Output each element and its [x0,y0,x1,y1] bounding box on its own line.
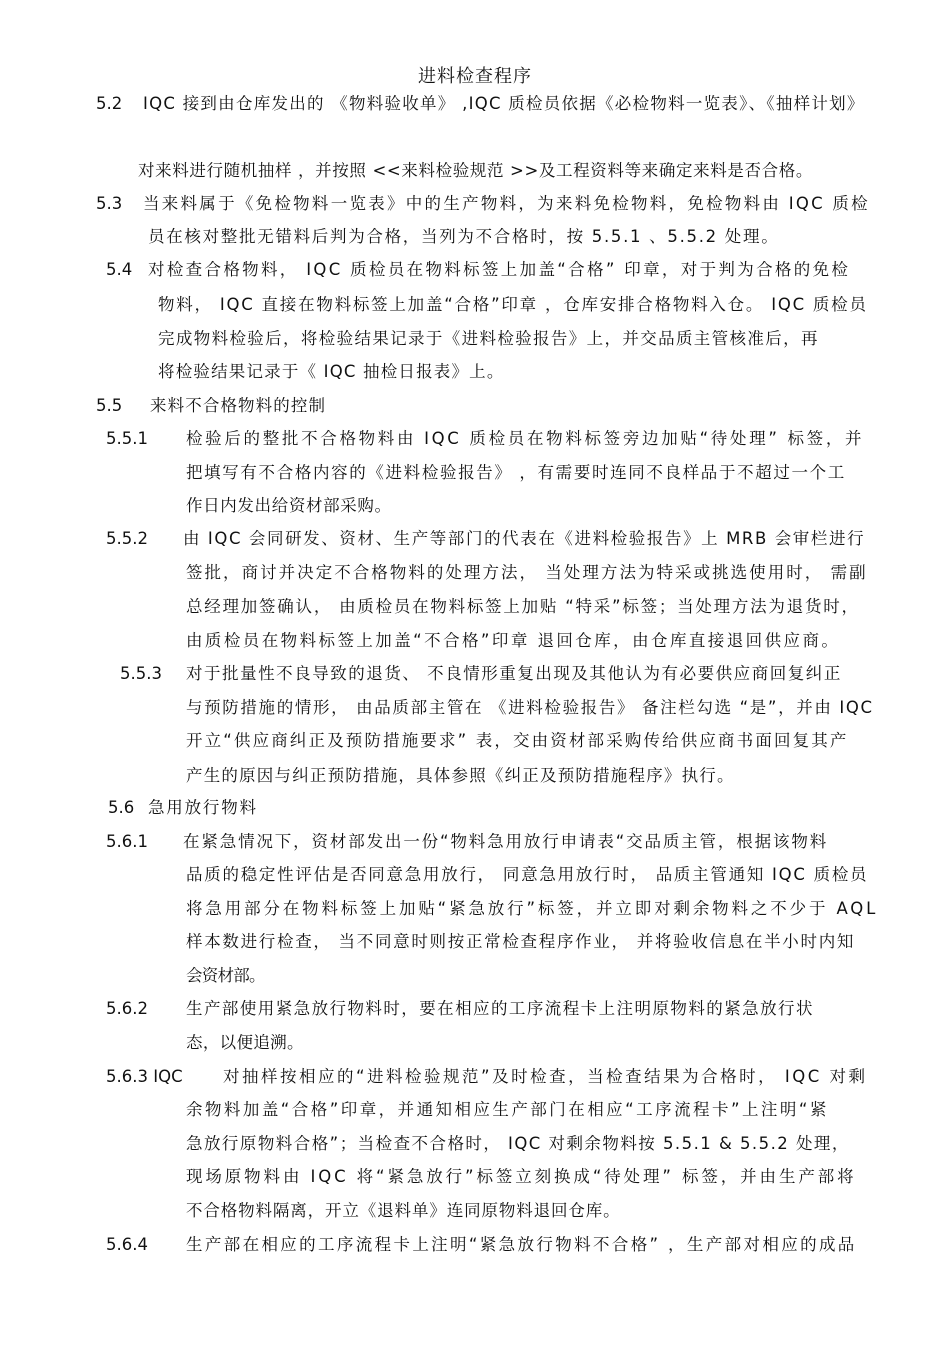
section-number: 5.6.2 [106,999,148,1018]
paragraph-line: 产生的原因与纠正预防措施，具体参照《纠正及预防措施程序》执行。 [186,766,735,785]
section-number: 5.5.3 [120,664,162,683]
paragraph-line: 样本数进行检查， 当不同意时则按正常检查程序作业， 并将验收信息在半小时内知 [186,932,856,951]
paragraph-line: 对抽样按相应的“进料检验规范”及时检查，当检查结果为合格时， IQC 对剩 [223,1067,868,1086]
paragraph-line: 急用放行物料 [148,798,258,817]
paragraph-line: 把填写有不合格内容的《进料检验报告》 ，有需要时连同不良样品于不超过一个工 [186,463,846,482]
paragraph-line: 会资材部。 [186,966,265,985]
paragraph-line: 员在核对整批无错料后判为合格，当列为不合格时，按 5.5.1 、5.5.2 处理。 [148,227,780,246]
paragraph-line: 品质的稳定性评估是否同意急用放行， 同意急用放行时， 品质主管通知 IQC 质检员 [186,865,869,884]
paragraph-line: 现场原物料由 IQC 将“紧急放行”标签立刻换成“待处理” 标签，并由生产部将 [186,1167,857,1186]
section-number: 5.6.4 [106,1235,148,1254]
section-number: 5.6.3 IQC [106,1067,183,1086]
paragraph-line: 将急用部分在物料标签上加贴“紧急放行”标签，并立即对剩余物料之不少于 AQL [186,899,879,918]
section-number: 5.5.2 [106,529,148,548]
paragraph-line: 签批，商讨并决定不合格物料的处理方法， 当处理方法为特采或挑选使用时， 需副 [186,563,868,582]
paragraph-line: 检验后的整批不合格物料由 IQC 质检员在物料标签旁边加贴“待处理” 标签，并 [186,429,865,448]
paragraph-line: 物料， IQC 直接在物料标签上加盖“合格”印章 ，仓库安排合格物料入仓。 IQC 质检员 [158,295,868,314]
paragraph-line: 将检验结果记录于《 IQC 抽检日报表》上。 [158,362,505,381]
paragraph-line: 当来料属于《免检物料一览表》中的生产物料，为来料免检物料，免检物料由 IQC 质检 [143,194,870,213]
section-number: 5.6 [108,798,135,817]
paragraph-line: IQC 接到由仓库发出的 《物料验收单》 ,IQC 质检员依据《必检物料一览表》、《抽样计划》 [143,94,865,113]
paragraph-line: 在紧急情况下，资材部发出一份“物料急用放行申请表“交品质主管，根据该物料 [183,832,829,851]
paragraph-line: 生产部在相应的工序流程卡上注明“紧急放行物料不合格” ，生产部对相应的成品 [186,1235,857,1254]
paragraph-line: 来料不合格物料的控制 [150,396,327,415]
paragraph-line: 由 IQC 会同研发、资材、生产等部门的代表在《进料检验报告》上 MRB 会审栏进行 [183,529,866,548]
section-number: 5.6.1 [106,832,148,851]
paragraph-line: 不合格物料隔离，开立《退料单》连同原物料退回仓库。 [186,1201,621,1220]
paragraph-line: 对于批量性不良导致的退货、 不良情形重复出现及其他认为有必要供应商回复纠正 [186,664,842,683]
paragraph-line: 对来料进行随机抽样 ，并按照 <<来料检验规范 >>及工程资料等来确定来料是否合格。 [138,161,813,180]
paragraph-line: 生产部使用紧急放行物料时，要在相应的工序流程卡上注明原物料的紧急放行状 [186,999,814,1018]
paragraph-line: 开立“供应商纠正及预防措施要求” 表，交由资材部采购传给供应商书面回复其产 [186,731,849,750]
paragraph-line: 态，以便追溯。 [186,1033,304,1052]
paragraph-line: 由质检员在物料标签上加盖“不合格”印章 退回仓库，由仓库直接退回供应商。 [186,631,841,650]
paragraph-line: 对检查合格物料， IQC 质检员在物料标签上加盖“合格” 印章，对于判为合格的免检 [148,260,851,279]
document-title: 进料检查程序 [418,66,532,87]
section-number: 5.4 [106,260,133,279]
paragraph-line: 急放行原物料合格”；当检查不合格时， IQC 对剩余物料按 5.5.1 & 5.5.2 处理， [186,1134,850,1153]
paragraph-line: 作日内发出给资材部采购。 [186,496,392,515]
section-number: 5.5.1 [106,429,148,448]
paragraph-line: 总经理加签确认， 由质检员在物料标签上加贴 “特采”标签；当处理方法为退货时， [186,597,860,616]
paragraph-line: 余物料加盖“合格”印章，并通知相应生产部门在相应“工序流程卡”上注明“紧 [186,1100,829,1119]
paragraph-line: 与预防措施的情形， 由品质部主管在 《进料检验报告》 备注栏勾选 “是”，并由 IQC [186,698,874,717]
section-number: 5.2 [96,94,123,113]
section-number: 5.5 [96,396,123,415]
section-number: 5.3 [96,194,123,213]
paragraph-line: 完成物料检验后，将检验结果记录于《进料检验报告》上，并交品质主管核准后，再 [158,329,819,348]
